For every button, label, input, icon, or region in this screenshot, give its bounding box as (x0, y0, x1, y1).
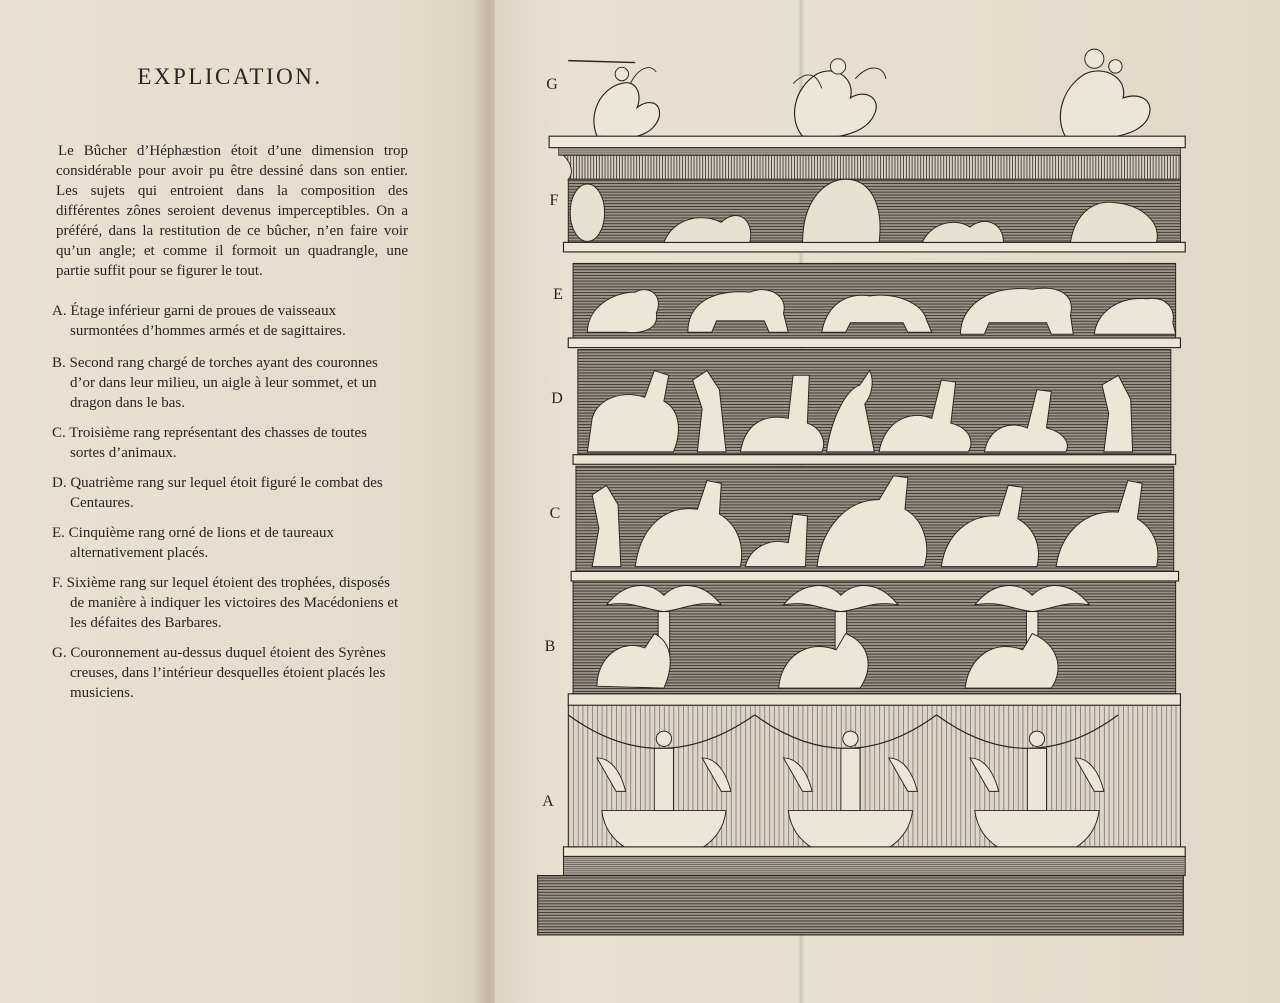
plinth (538, 876, 1184, 935)
tier-g-sirens (568, 49, 1150, 138)
siren-figure-right (1060, 49, 1150, 138)
tier-c-hunt (571, 466, 1178, 581)
intro-paragraph: Le Bûcher d’Héphæstion étoit d’une dimension trop considérable pour avoir pu être dessiné dans son entier. Les sujets qui entroient dans la composition des différentes zônes seroient devenus imperceptibles. On a préféré, dans la restitution de ce bûcher, n’en faire voir qu’un angle; et comme il formoit un quadrangle, une partie suffit pour se figurer le tout. (56, 143, 408, 279)
tier-label-c: C (549, 505, 561, 522)
tier-a-prows (563, 705, 1185, 875)
siren-figure-center (793, 59, 886, 138)
tier-label-e: E (553, 286, 563, 303)
page-title: EXPLICATION. (137, 64, 323, 89)
siren-figure-left (568, 61, 659, 138)
tier-label-a: A (542, 793, 554, 810)
legend-list (52, 301, 404, 713)
tier-label-d: D (551, 390, 563, 407)
trophy-shield (570, 184, 604, 241)
tier-label-f: F (549, 192, 559, 209)
legend-item-c: C. Troisième rang représentant des chasses de toutes sortes d’animaux. (52, 425, 367, 461)
legend-item-a: A. Étage inférieur garni de proues de vaisseaux surmontées d’hommes armés et de sagittaires. (52, 303, 346, 339)
tier-e-lions-bulls (568, 263, 1180, 347)
left-page (0, 0, 490, 1003)
tier-b-torches (568, 581, 1180, 705)
tier-d-centaurs (573, 350, 1176, 465)
tier-label-g: G (546, 76, 558, 93)
tier-f-trophies (563, 179, 1185, 252)
legend-item-d: D. Quatrième rang sur lequel étoit figuré le combat des Centaures. (52, 475, 383, 511)
legend-item-f: F. Sixième rang sur lequel étoient des trophées, disposés de manière à indiquer les victoires des Macédoniens et les défaites des Barbares. (52, 575, 399, 631)
legend-item-b: B. Second rang chargé de torches ayant des couronnes d’or dans leur milieu, un aigle à leur sommet, et un dragon dans le bas. (52, 355, 378, 411)
tier-label-b: B (544, 638, 556, 655)
pyre-engraving (530, 30, 1190, 955)
legend-item-e: E. Cinquième rang orné de lions et de taureaux alternativement placés. (52, 525, 334, 561)
cornice (549, 136, 1185, 179)
legend-item-g: G. Couronnement au-dessus duquel étoient des Syrènes creuses, dans l’intérieur desquelles étoient placés les musiciens. (52, 645, 386, 701)
